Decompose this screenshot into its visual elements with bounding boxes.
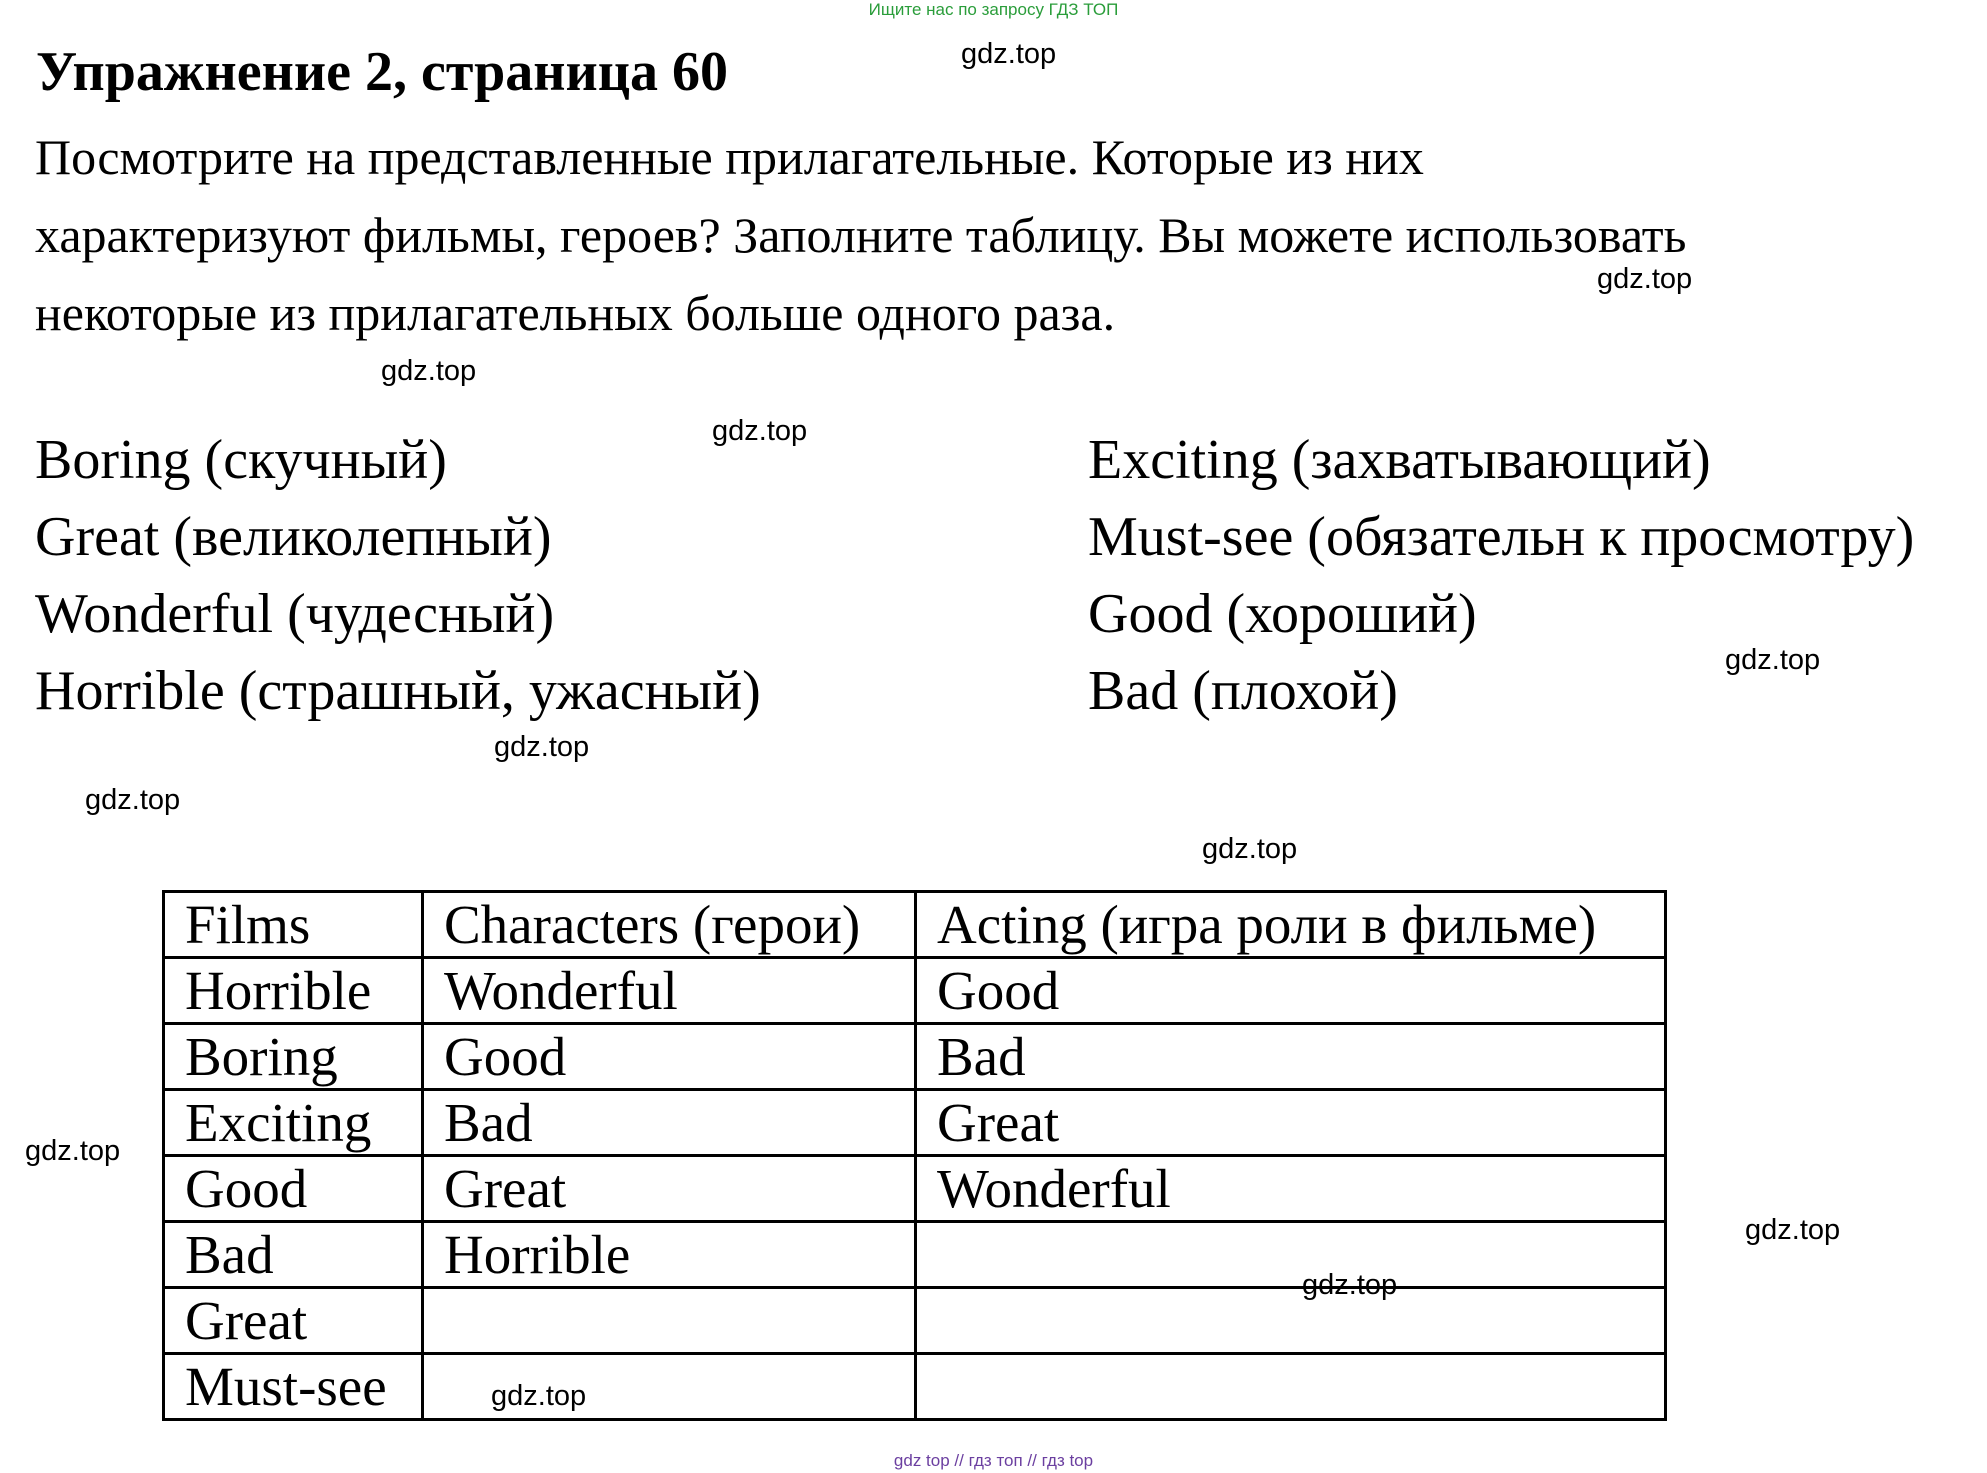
footer-note: gdz top // гдз топ // гдз top [893,1451,1094,1470]
watermark: gdz.top [1745,1214,1841,1246]
instruction-line: Посмотрите на представленные прилагательные. Которые из них [35,129,1424,185]
table-header-row [164,892,1666,958]
watermark: gdz.top [1202,833,1298,865]
instruction-line: характеризуют фильмы, героев? Заполните таблицу. Вы можете использовать [35,207,1687,263]
adjective-item: Great (великолепный) [35,506,552,568]
adjective-item: Horrible (страшный, ужасный) [35,660,761,722]
adjective-item: Wonderful (чудесный) [35,583,555,645]
table-cell: Great [916,1090,1666,1156]
instructions [35,118,1985,352]
watermark: gdz.top [1597,263,1693,295]
watermark: gdz.top [85,784,181,816]
header-cell: Acting (игра роли в фильме) [916,892,1666,958]
table-row [164,1024,1666,1090]
page-title: Упражнение 2, страница 60 [36,41,729,103]
table-cell: Wonderful [916,1156,1666,1222]
watermark: gdz.top [1725,644,1821,676]
table-cell: Bad [916,1024,1666,1090]
watermark: gdz.top [381,355,477,387]
table-cell [916,1222,1666,1288]
table-cell: Horrible [423,1222,916,1288]
adjective-item: Exciting (захватывающий) [1088,429,1711,491]
watermark: gdz.top [712,415,808,447]
table-cell: Horrible [164,958,423,1024]
table-cell: Boring [164,1024,423,1090]
adjective-item: Good (хороший) [1088,583,1477,645]
watermark: gdz.top [494,731,590,763]
table-cell: Great [423,1156,916,1222]
table-cell: Good [423,1024,916,1090]
table-row [164,1354,1666,1420]
watermark: gdz.top [491,1380,587,1412]
table-cell [916,1288,1666,1354]
table-row [164,1090,1666,1156]
top-note: Ищите нас по запросу ГДЗ ТОП [868,0,1119,19]
answer-table [162,890,1667,1421]
table-cell: Bad [423,1090,916,1156]
table-cell [423,1288,916,1354]
table-cell: Good [164,1156,423,1222]
table-cell: Good [916,958,1666,1024]
watermark: gdz.top [25,1135,121,1167]
adjective-item: Boring (скучный) [35,429,447,491]
table-row [164,1288,1666,1354]
watermark: gdz.top [1302,1269,1398,1301]
header-cell: Characters (герои) [423,892,916,958]
table-cell: Wonderful [423,958,916,1024]
table-cell: Great [164,1288,423,1354]
table-cell [916,1354,1666,1420]
header-cell: Films [164,892,423,958]
watermark: gdz.top [961,38,1057,70]
adjective-item: Bad (плохой) [1088,660,1398,722]
table-cell: Must-see [164,1354,423,1420]
instruction-line: некоторые из прилагательных больше одного раза. [35,285,1116,341]
table-cell: Bad [164,1222,423,1288]
table-row [164,958,1666,1024]
table-cell: Exciting [164,1090,423,1156]
table-row [164,1222,1666,1288]
table-row [164,1156,1666,1222]
adjective-item: Must-see (обязательн к просмотру) [1088,506,1915,568]
